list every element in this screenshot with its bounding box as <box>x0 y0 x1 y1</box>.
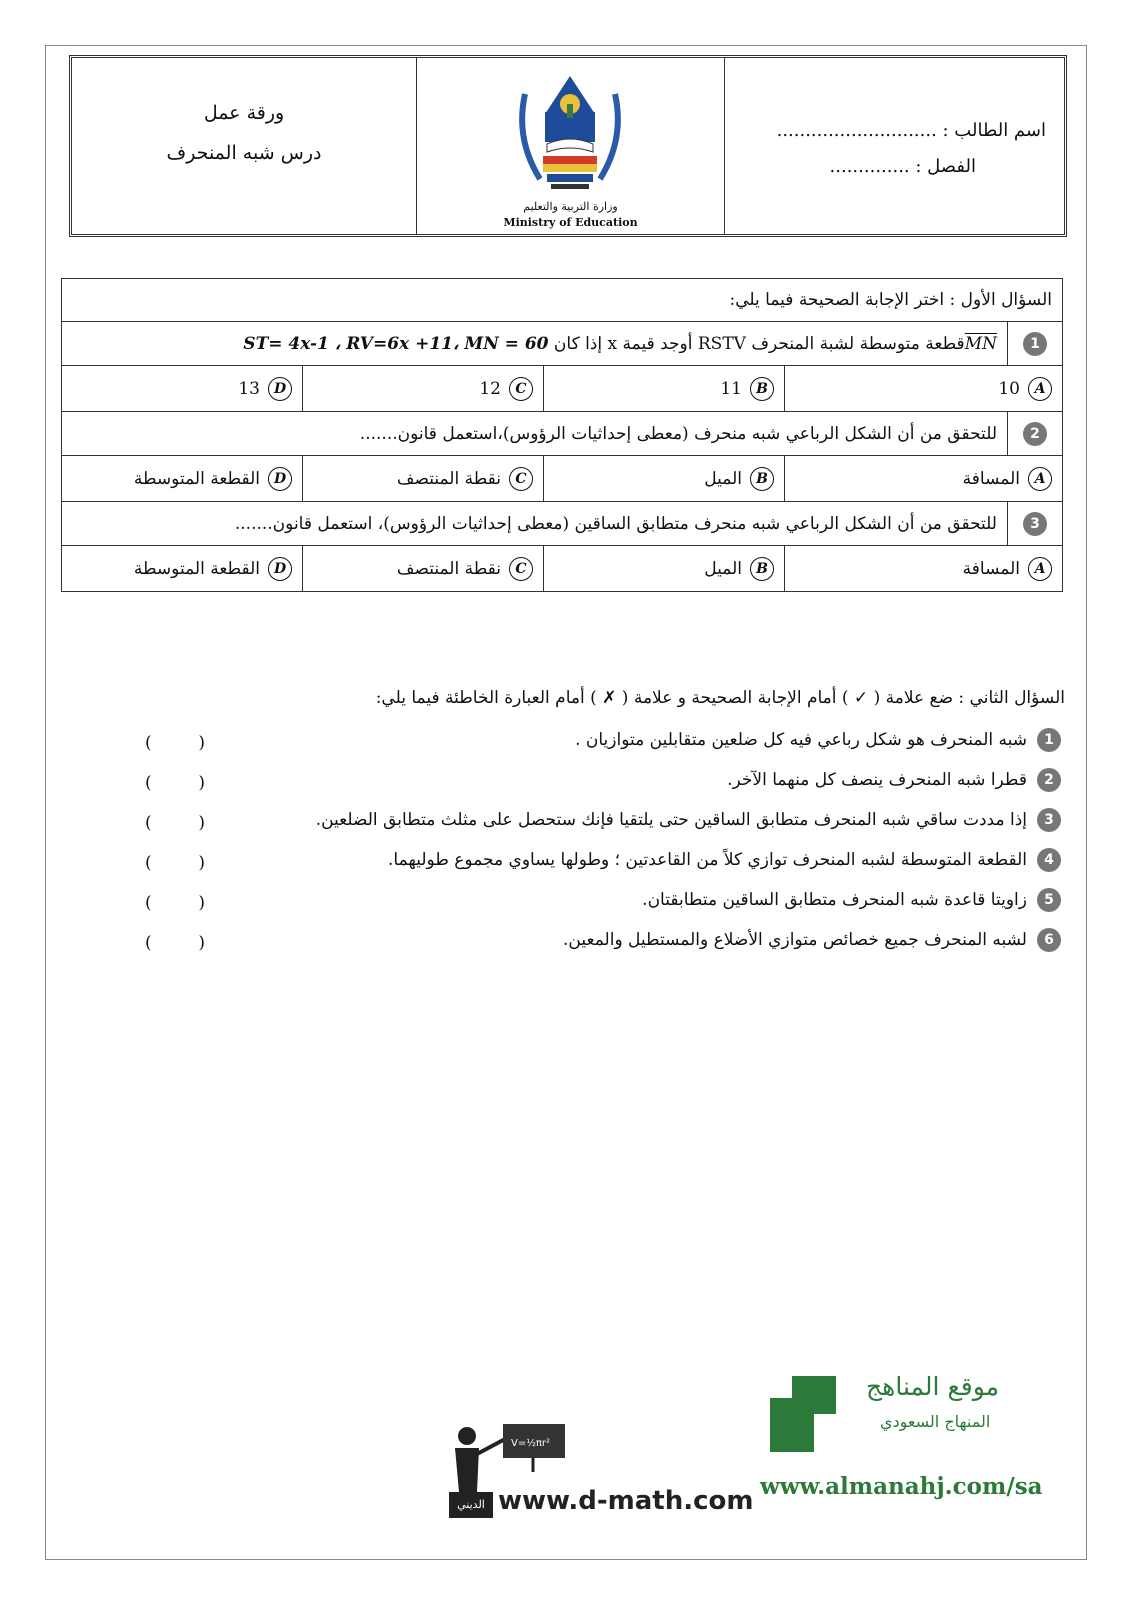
option-d[interactable]: Dالقطعة المتوسطة <box>62 456 303 502</box>
q2-statement <box>316 808 1061 832</box>
q2-statement <box>388 848 1061 872</box>
statement-text: لشبه المنحرف جميع خصائص متوازي الأضلاع والمستطيل والمعين. <box>563 930 1027 950</box>
header-box <box>69 55 1067 237</box>
logo-text-en: Ministry of Education <box>503 216 638 229</box>
statement-number: 5 <box>1037 888 1061 912</box>
q2-statement <box>642 888 1061 912</box>
answer-blank[interactable]: ( ) <box>145 853 205 873</box>
q2-title: السؤال الثاني : ضع علامة ( ✓ ) أمام الإجابة الصحيحة و علامة ( ✗ ) أمام العبارة الخاطئة فيما يلي: <box>375 688 1065 708</box>
footer-site-subtitle: المنهاج السعودي <box>880 1412 991 1431</box>
statement-text: القطعة المتوسطة لشبه المنحرف توازي كلاً من القاعدتين ؛ وطولها يساوي مجموع طوليهما. <box>388 850 1027 870</box>
answer-blank[interactable]: ( ) <box>145 773 205 793</box>
statement-text: شبه المنحرف هو شكل رباعي فيه كل ضلعين متقابلين متوازيان . <box>575 730 1027 750</box>
svg-text:V=½πr²: V=½πr² <box>511 1438 551 1449</box>
statement-number: 3 <box>1037 808 1061 832</box>
question-number: 1 <box>1023 332 1047 356</box>
option-b[interactable]: B11 <box>544 366 785 412</box>
header-title-cell <box>72 58 417 234</box>
answer-blank[interactable]: ( ) <box>145 893 205 913</box>
teacher-board-icon <box>449 1422 567 1492</box>
statement-number: 6 <box>1037 928 1061 952</box>
options-row <box>62 456 1063 502</box>
question-text: للتحقق من أن الشكل الرباعي شبه منحرف متطابق الساقين (معطى إحداثيات الرؤوس)، استعمل قانون....... <box>62 502 1008 546</box>
footer-site-url[interactable]: www.almanahj.com/sa <box>760 1473 1043 1500</box>
question-math: ST= 4x-1 ، RV=6x +11، MN = 60 <box>243 333 549 354</box>
statement-text: إذا مددت ساقي شبه المنحرف متطابق الساقين حتى يلتقيا فإنك ستحصل على مثلث متطابق الضلعين. <box>315 810 1027 830</box>
statement-number: 4 <box>1037 848 1061 872</box>
logo-text-ar: وزارة التربية والتعليم <box>523 200 618 213</box>
answer-blank[interactable]: ( ) <box>145 933 205 953</box>
q2-statement <box>575 728 1061 752</box>
q2-statement <box>727 768 1061 792</box>
option-d[interactable]: D13 <box>62 366 303 412</box>
question-row <box>62 412 1063 456</box>
student-name-field[interactable]: اسم الطالب : ............................ <box>776 120 1046 141</box>
q1-title: السؤال الأول : اختر الإجابة الصحيحة فيما يلي: <box>62 279 1063 322</box>
question-number: 3 <box>1023 512 1047 536</box>
q1-table <box>61 278 1063 592</box>
ministry-logo-icon <box>505 64 635 204</box>
footer-dmath-url[interactable]: www.d-math.com <box>498 1486 754 1516</box>
option-b[interactable]: Bالميل <box>544 546 785 592</box>
question-row <box>62 322 1063 366</box>
statement-text: زاويتا قاعدة شبه المنحرف متطابق الساقين متطابقتان. <box>642 890 1027 910</box>
option-a[interactable]: A10 <box>785 366 1063 412</box>
class-field[interactable]: الفصل : .............. <box>829 156 976 177</box>
almanahj-logo-icon <box>770 1376 836 1452</box>
option-c[interactable]: C12 <box>303 366 544 412</box>
question-text <box>62 322 1008 366</box>
worksheet-title: ورقة عمل <box>203 102 285 124</box>
options-row <box>62 546 1063 592</box>
option-a[interactable]: Aالمسافة <box>785 546 1063 592</box>
option-c[interactable]: Cنقطة المنتصف <box>303 546 544 592</box>
question-number: 2 <box>1023 422 1047 446</box>
statement-number: 2 <box>1037 768 1061 792</box>
option-a[interactable]: Aالمسافة <box>785 456 1063 502</box>
options-row <box>62 366 1063 412</box>
lesson-title: درس شبه المنحرف <box>166 142 322 164</box>
question-text-ar: قطعة متوسطة لشبة المنحرف RSTV أوجد قيمة x إذا كان <box>553 333 965 354</box>
statement-text: قطرا شبه المنحرف ينصف كل منهما الآخر. <box>727 770 1027 790</box>
statement-number: 1 <box>1037 728 1061 752</box>
question-row <box>62 502 1063 546</box>
header-logo-cell <box>417 58 725 234</box>
dmath-tag: الديني <box>449 1492 493 1518</box>
footer-site-name: موقع المناهج <box>866 1372 1000 1401</box>
q2-statement <box>563 928 1061 952</box>
question-text: للتحقق من أن الشكل الرباعي شبه منحرف (معطى إحداثيات الرؤوس)،استعمل قانون....... <box>62 412 1008 456</box>
page-frame <box>45 45 1087 1560</box>
option-b[interactable]: Bالميل <box>544 456 785 502</box>
option-c[interactable]: Cنقطة المنتصف <box>303 456 544 502</box>
segment-label: $\overline{MN}$ <box>964 333 997 354</box>
option-d[interactable]: Dالقطعة المتوسطة <box>62 546 303 592</box>
answer-blank[interactable]: ( ) <box>145 813 205 833</box>
header-student-cell <box>725 58 1064 234</box>
answer-blank[interactable]: ( ) <box>145 733 205 753</box>
